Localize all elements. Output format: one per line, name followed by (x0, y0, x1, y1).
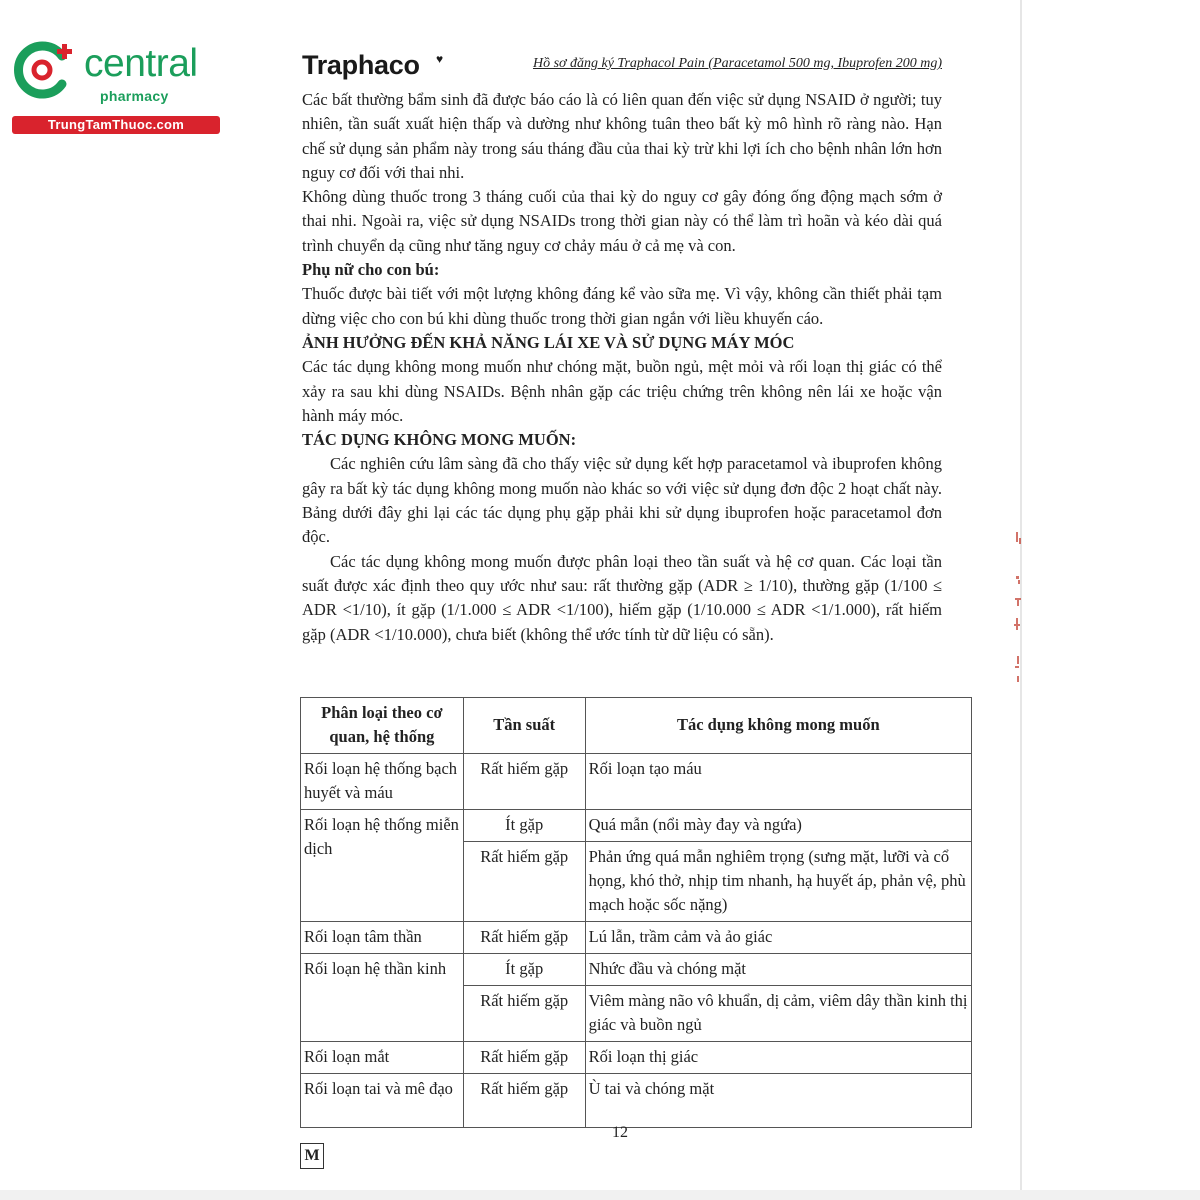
watermark-site: TrungTamThuoc.com (12, 116, 220, 134)
stamp-fragment-icon (1010, 530, 1026, 690)
cell-effect: Ù tai và chóng mặt (585, 1074, 971, 1128)
document-header-title: Hồ sơ đăng ký Traphacol Pain (Paracetamol 500 mg, Ibuprofen 200 mg) (532, 56, 942, 71)
paragraph-congenital: Các bất thường bẩm sinh đã được báo cáo là có liên quan đến việc sử dụng NSAID ở người; tuy nhiên, tần suất xuất hiện thấp và dường như không tuân theo bất kỳ mô hình rõ ràng nào. Hạn chế sử dụng sản phẩm này trong sáu tháng đầu của thai kỳ trừ khi lợi ích cho bệnh nhân lớn hơn nguy cơ đối với thai nhi. (302, 90, 942, 182)
brand-logo: Traphaco (302, 50, 420, 80)
cell-effect: Quá mẫn (nổi mày đay và ngứa) (585, 810, 971, 842)
table-row (301, 810, 972, 842)
header-frequency: Tần suất (463, 698, 585, 754)
watermark-name: central (84, 42, 198, 85)
table-row (301, 754, 972, 810)
cell-effect: Nhức đầu và chóng mặt (585, 954, 971, 986)
cell-system: Rối loạn hệ thống miễn dịch (301, 810, 464, 922)
heading-breastfeeding: Phụ nữ cho con bú: (302, 260, 440, 280)
cell-effect: Rối loạn tạo máu (585, 754, 971, 810)
cell-frequency: Rất hiếm gặp (463, 922, 585, 954)
watermark-sub: pharmacy (100, 88, 169, 104)
paragraph-frequency-classification: Các tác dụng không mong muốn được phân loại theo tần suất và hệ cơ quan. Các loại tần suất được xác định theo quy ước như sau: rất thường gặp (ADR ≥ 1/10), thường gặp (1/100 ≤ ADR <1/10), ít gặp (1/1.000 ≤ ADR <1/100), hiếm gặp (1/10.000 ≤ ADR <1/1.000), rất hiếm gặp (ADR <1/10.000), chưa biết (không thể ước tính từ dữ liệu có sẵn). (302, 551, 942, 644)
cell-effect: Viêm màng não vô khuẩn, dị cảm, viêm dây thần kinh thị giác và buồn ngủ (585, 986, 971, 1042)
cell-system: Rối loạn tâm thần (301, 922, 464, 954)
header-effect: Tác dụng không mong muốn (585, 698, 971, 754)
cell-effect: Lú lẫn, trầm cảm và ảo giác (585, 922, 971, 954)
table-row (301, 922, 972, 954)
central-pharmacy-watermark (10, 34, 230, 144)
paragraph-driving: Các tác dụng không mong muốn như chóng mặt, buồn ngủ, mệt mỏi và rối loạn thị giác có thể xảy ra sau khi dùng NSAIDs. Bệnh nhân gặp các triệu chứng trên không nên lái xe hoặc vận hành máy móc. (302, 357, 942, 425)
brand-heart-icon: ♥ (436, 52, 444, 66)
cell-frequency: Rất hiếm gặp (463, 1042, 585, 1074)
pharmacy-logo-icon (12, 38, 76, 102)
heading-adverse-effects: TÁC DỤNG KHÔNG MONG MUỐN: (302, 430, 577, 450)
table-header-row (301, 698, 972, 754)
cell-frequency: Ít gặp (463, 954, 585, 986)
page-number: 12 (612, 1124, 628, 1141)
table-row (301, 1042, 972, 1074)
adverse-effects-table (300, 697, 972, 1128)
cell-frequency: Rất hiếm gặp (463, 986, 585, 1042)
cell-frequency: Rất hiếm gặp (463, 842, 585, 922)
cell-frequency: Ít gặp (463, 810, 585, 842)
cell-frequency: Rất hiếm gặp (463, 754, 585, 810)
cell-system: Rối loạn mắt (301, 1042, 464, 1074)
table-row (301, 1074, 972, 1128)
table-row (301, 954, 972, 986)
heading-driving: ẢNH HƯỞNG ĐẾN KHẢ NĂNG LÁI XE VÀ SỬ DỤNG MÁY MÓC (302, 332, 795, 352)
header-system: Phân loại theo cơ quan, hệ thống (301, 698, 464, 754)
paragraph-third-trimester: Không dùng thuốc trong 3 tháng cuối của thai kỳ do nguy cơ gây đóng ống động mạch sớm ở thai nhi. Ngoài ra, việc sử dụng NSAIDs trong thời gian này có thể làm trì hoãn và kéo dài quá trình chuyển dạ cũng như tăng nguy cơ chảy máu ở cả mẹ và con. (302, 187, 942, 255)
paragraph-breastfeeding: Thuốc được bài tiết với một lượng không đáng kể vào sữa mẹ. Vì vậy, không cần thiết phải tạm dừng việc cho con bú khi dùng thuốc trong thời gian ngắn với liều khuyến cáo. (302, 284, 942, 328)
document-body (302, 88, 942, 647)
paragraph-clinical-studies: Các nghiên cứu lâm sàng đã cho thấy việc sử dụng kết hợp paracetamol và ibuprofen không gây ra bất kỳ tác dụng không mong muốn nào khác so với việc sử dụng đơn độc 2 hoạt chất này. Bảng dưới đây ghi lại các tác dụng phụ gặp phải khi sử dụng ibuprofen hoặc paracetamol đơn độc. (302, 454, 942, 547)
document-mark: M (300, 1143, 324, 1169)
cell-frequency: Rất hiếm gặp (463, 1074, 585, 1128)
cell-effect: Rối loạn thị giác (585, 1042, 971, 1074)
cell-system: Rối loạn tai và mê đạo (301, 1074, 464, 1128)
cell-effect: Phản ứng quá mẫn nghiêm trọng (sưng mặt, lưỡi và cổ họng, khó thở, nhịp tim nhanh, hạ huyết áp, phản vệ, phù mạch hoặc sốc nặng) (585, 842, 971, 922)
cell-system: Rối loạn hệ thống bạch huyết và máu (301, 754, 464, 810)
cell-system: Rối loạn hệ thần kinh (301, 954, 464, 1042)
page-bottom-edge (0, 1190, 1200, 1200)
